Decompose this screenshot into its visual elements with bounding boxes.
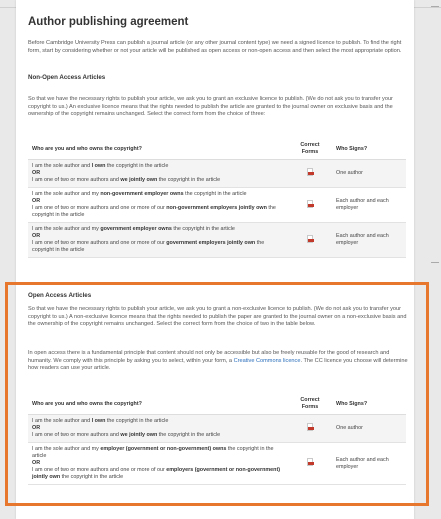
oa-cc-paragraph: In open access there is a fundamental principle that content should not only be accessible but also be freely reusable for the good of research and humanity. We comply with this principle by asking you to select, within your form, a Creative Commons licence. The CC licence you choose will determine how readers can use your article. (28, 350, 408, 372)
scrollbar[interactable] (427, 0, 441, 519)
signer-cell: One author (332, 160, 406, 188)
signer-cell: Each author and each employer (332, 443, 406, 485)
signer-cell: One author (332, 415, 406, 443)
oa-forms-table (28, 394, 406, 485)
non-oa-forms-table (28, 139, 406, 258)
col-sign: Who Signs? (332, 394, 406, 415)
oa-paragraph: So that we have the necessary rights to publish your article, we ask you to grant a non-exclusive licence to publish. (We do not ask you to transfer your copyright to us.) A non-exclusive licence means that the rights needed to publish the paper are granted to the journal owner on a non-exclusive basis and the ownership of the copyright remains unchanged. Select the correct form from the choice of two in the table below. (28, 306, 407, 328)
col-who: Who are you and who owns the copyright? (28, 139, 288, 160)
pdf-document-icon[interactable] (307, 200, 313, 208)
table-row: I am the sole author and my employer (government or non-government) owns the copyright in the article OR I am one of two or more authors and one or more of our employers (government or non-government) jointly own the copyright in the article Each author and each employer (28, 443, 406, 485)
col-forms: Correct Forms (288, 139, 332, 160)
content-page (16, 0, 414, 519)
non-oa-heading: Non-Open Access Articles (28, 74, 106, 81)
pdf-document-icon[interactable] (307, 168, 313, 176)
non-oa-paragraph: So that we have the necessary rights to publish your article, we ask you to grant an exclusive licence to publish. (We do not ask you to transfer your copyright to us.) An exclusive licence means that the rights needed to publish the article are granted to the journal owner on exclusive basis and the ownership of the copyright remains unchanged. Select the correct form from the choice of three: (28, 96, 393, 118)
col-who: Who are you and who owns the copyright? (28, 394, 288, 415)
signer-cell: Each author and each employer (332, 188, 406, 223)
table-row: I am the sole author and I own the copyright in the article OR I am one of two or more authors and we jointly own the copyright in the article One author (28, 160, 406, 188)
table-row: I am the sole author and my government employer owns the copyright in the article OR I am one of two or more authors and one or more of our government employers jointly own the copyright in the article Each author and each employer (28, 223, 406, 258)
pdf-document-icon[interactable] (307, 423, 313, 431)
creative-commons-link[interactable]: Creative Commons licence (233, 357, 301, 364)
signer-cell: Each author and each employer (332, 223, 406, 258)
table-row: I am the sole author and I own the copyright in the article OR I am one of two or more authors and we jointly own the copyright in the article One author (28, 415, 406, 443)
col-forms: Correct Forms (288, 394, 332, 415)
oa-heading: Open Access Articles (28, 292, 92, 299)
col-sign: Who Signs? (332, 139, 406, 160)
pdf-document-icon[interactable] (307, 458, 313, 466)
pdf-document-icon[interactable] (307, 235, 313, 243)
intro-paragraph: Before Cambridge University Press can publish a journal article (or any other journal content type) we need a signed licence to publish. To find the right form, start by considering whether or not your article will be published as open access or non-open access and then select the most appropriate option. (28, 40, 402, 54)
page-title: Author publishing agreement (28, 16, 189, 28)
table-row: I am the sole author and my non-government employer owns the copyright in the article OR I am one of two or more authors and one or more of our non-government employers jointly own the copyright in the article Each author and each employer (28, 188, 406, 223)
